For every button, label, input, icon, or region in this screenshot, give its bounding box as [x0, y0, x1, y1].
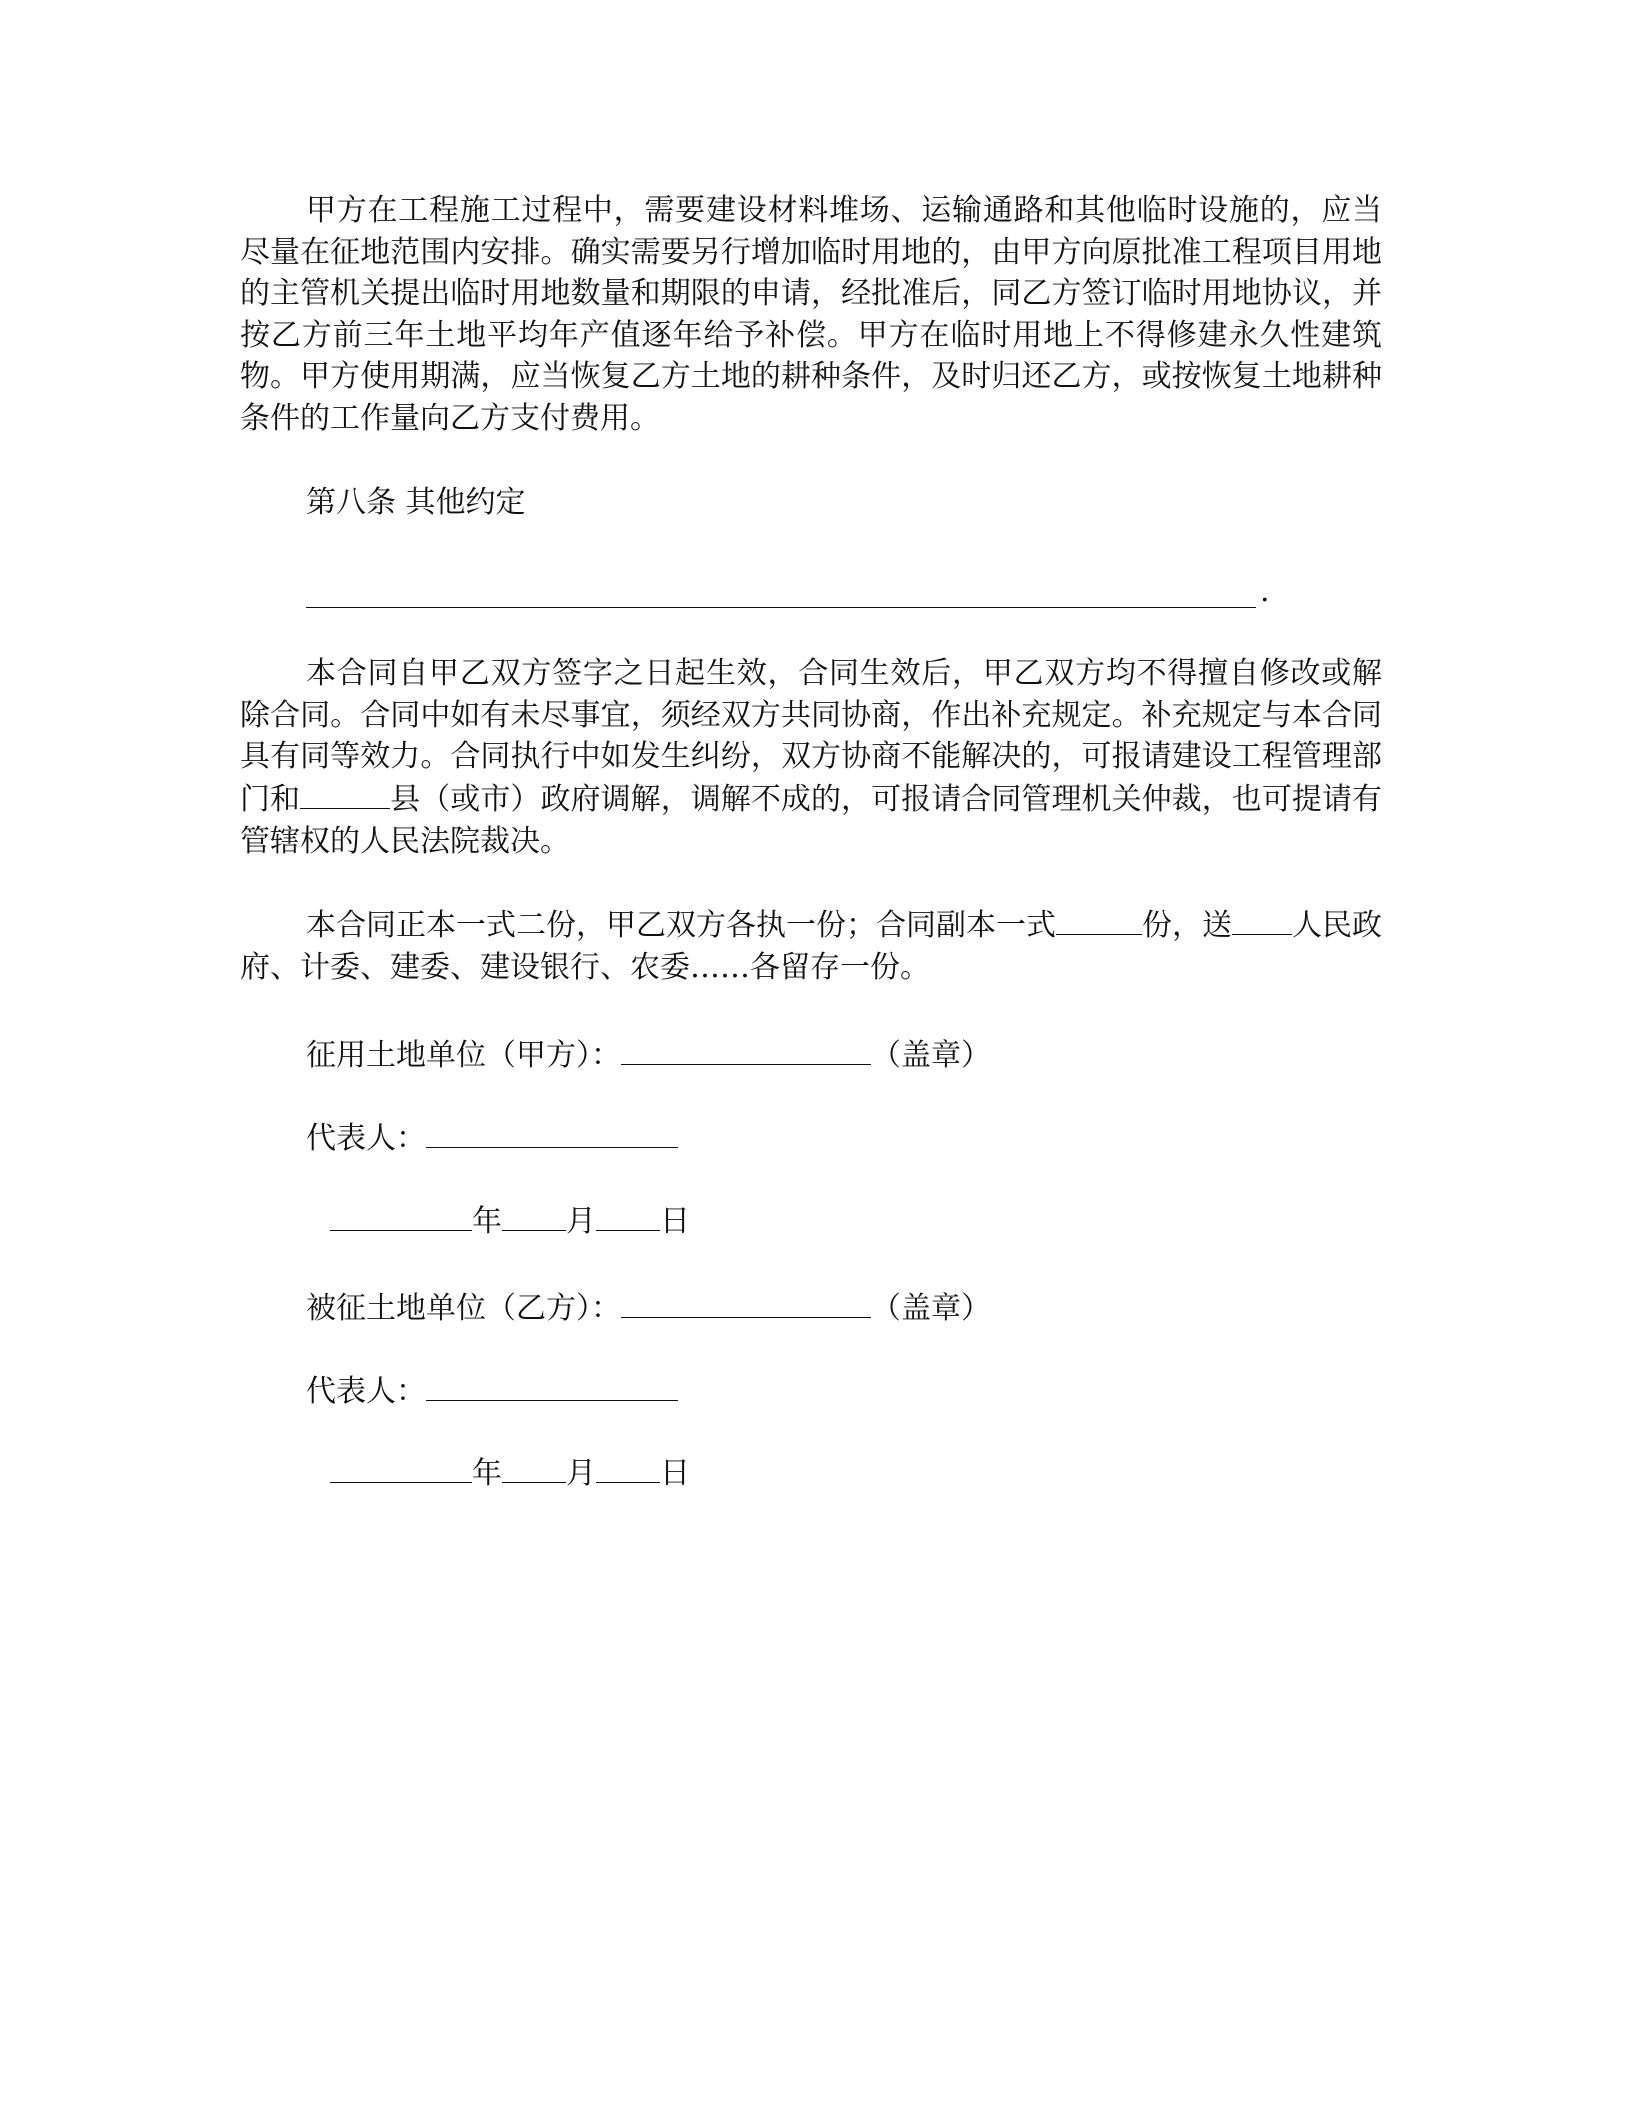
month-a-label: 月 [566, 1203, 596, 1239]
day-a-blank [596, 1196, 660, 1231]
party-b-label: 被征土地单位（乙方）： [306, 1291, 621, 1327]
month-a-blank [502, 1196, 566, 1231]
paragraph-copies [240, 904, 1382, 988]
party-a-row [306, 1030, 1382, 1072]
day-b-blank [596, 1448, 660, 1483]
paragraph-temporary-land-use: 甲方在工程施工过程中，需要建设材料堆场、运输通路和其他临时设施的，应当尽量在征地范围内安排。确实需要另行增加临时用地的，由甲方向原批准工程项目用地的主管机关提出临时用地数量和期限的申请，经批准后，同乙方签订临时用地协议，并按乙方前三年土地平均年产值逐年给予补偿。甲方在临时用地上不得修建永久性建筑物。甲方使用期满，应当恢复乙方土地的耕种条件，及时归还乙方，或按恢复土地耕种条件的工作量向乙方支付费用。 [240, 193, 1382, 436]
party-a-seal: （盖章） [871, 1038, 991, 1074]
day-a-label: 日 [660, 1203, 690, 1239]
blank-line [306, 607, 1256, 608]
year-a-blank [330, 1196, 472, 1231]
effectiveness-text-2: 县（或市）政府调解，调解不成的，可报请合同管理机关仲裁，也可提请有管辖权的人民法院裁决。 [240, 781, 1383, 859]
blank-line-period: . [1260, 574, 1270, 610]
day-b-label: 日 [660, 1456, 690, 1492]
copies-text-3: 人民政府、计委、建委、建设银行、农委……各留存一份。 [240, 908, 1382, 985]
year-b-label: 年 [472, 1456, 502, 1492]
rep-b-label: 代表人： [306, 1373, 426, 1409]
rep-b-blank [426, 1366, 678, 1401]
month-b-blank [502, 1448, 566, 1483]
year-a-label: 年 [472, 1203, 502, 1239]
party-b-seal: （盖章） [871, 1291, 991, 1327]
date-b-row [330, 1448, 1382, 1495]
effectiveness-text-1: 本合同自甲乙双方签字之日起生效，合同生效后，甲乙双方均不得擅自修改或解除合同。合同中如有未尽事宜，须经双方共同协商，作出补充规定。补充规定与本合同具有同等效力。合同执行中如发生纠纷，双方协商不能解决的，可报请建设工程管理部门和 [240, 656, 1382, 817]
other-agreements-blank [306, 565, 1382, 625]
copies-text-1: 本合同正本一式二份，甲乙双方各执一份；合同副本一式 [306, 908, 1056, 944]
rep-a-blank [426, 1113, 678, 1148]
copies-count-blank [1056, 904, 1142, 935]
month-b-label: 月 [566, 1456, 596, 1492]
party-a-blank [621, 1030, 871, 1065]
copies-text-2: 份，送 [1142, 908, 1232, 944]
recipient-blank [1232, 904, 1292, 935]
party-b-row [306, 1283, 1382, 1325]
rep-a-row [306, 1113, 1382, 1155]
rep-b-row [306, 1366, 1382, 1408]
party-a-label: 征用土地单位（甲方）： [306, 1038, 621, 1074]
article-8-heading: 第八条 其他约定 [306, 484, 526, 520]
county-blank [300, 778, 390, 809]
date-a-row [330, 1196, 1382, 1243]
document-page [240, 190, 1382, 1495]
party-b-blank [621, 1283, 871, 1318]
paragraph-effectiveness [240, 653, 1382, 862]
year-b-blank [330, 1448, 472, 1483]
rep-a-label: 代表人： [306, 1120, 426, 1156]
